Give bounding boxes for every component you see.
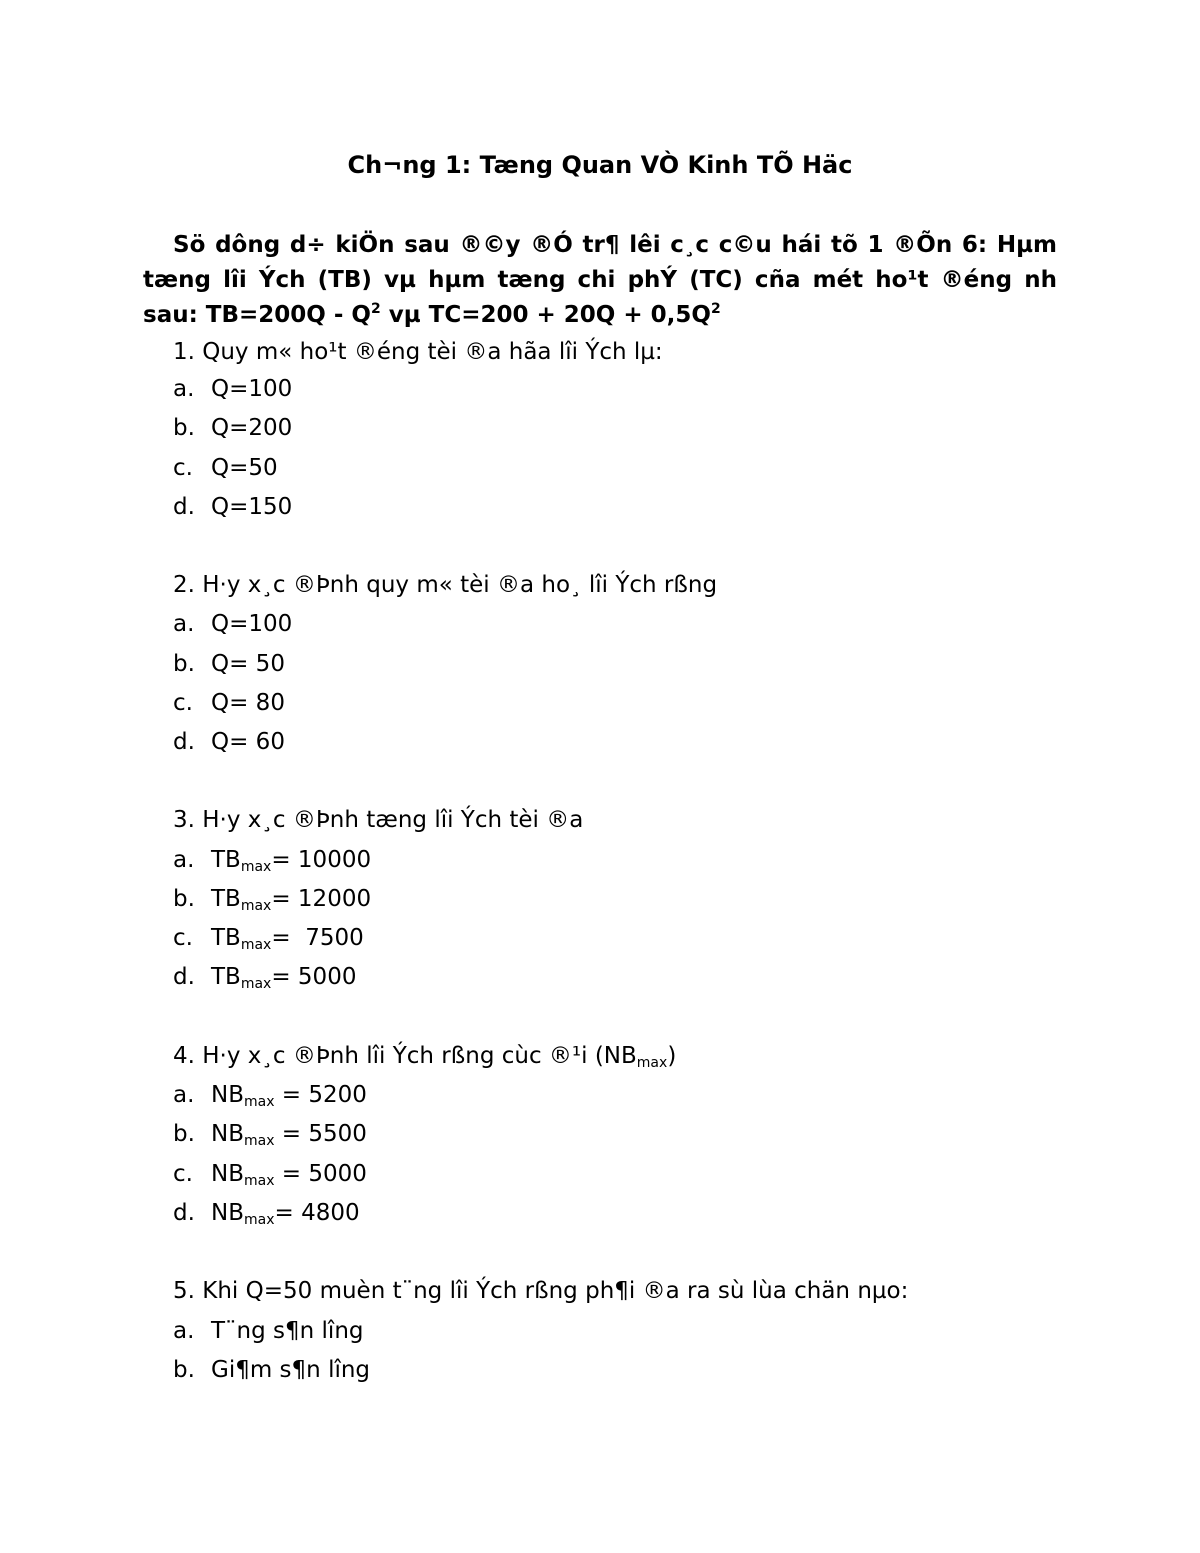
option-letter: c. <box>173 1161 193 1187</box>
option-subscript: max <box>243 1094 275 1110</box>
option-base: TB <box>211 886 241 912</box>
option-value: Q=200 <box>211 415 293 441</box>
q2-option-d <box>173 726 285 758</box>
option-letter: c. <box>173 925 193 951</box>
intro-text: Sö dông d÷ kiÖn sau ®©y ®Ó tr¶ lêi c¸c c©u hái tõ 1 ®Õn 6: Hµm tæng lîi Ých (TB) vµ hµm tæng chi phÝ (TC) cña mét ho¹t ®éng nh sau: TB=200Q - Q <box>143 232 1057 328</box>
option-subscript: max <box>243 1173 275 1189</box>
option-letter: a. <box>173 611 195 637</box>
q1-option-c <box>173 452 278 484</box>
option-subscript: max <box>240 937 272 953</box>
option-rest: = 10000 <box>271 847 372 873</box>
q2-option-a <box>173 608 292 640</box>
option-value: Q=100 <box>211 376 293 402</box>
option-rest: = 12000 <box>271 886 372 912</box>
q3-option-d <box>173 961 356 993</box>
option-rest: = 5500 <box>274 1121 367 1147</box>
option-value: Q=150 <box>211 494 293 520</box>
intro-superscript-1: 2 <box>370 301 381 317</box>
option-letter: a. <box>173 1318 195 1344</box>
option-rest: = 5200 <box>274 1082 367 1108</box>
option-letter: d. <box>173 964 195 990</box>
option-subscript: max <box>240 859 272 875</box>
option-letter: c. <box>173 690 193 716</box>
q4-option-b <box>173 1118 367 1150</box>
intro-paragraph <box>143 228 1057 333</box>
option-value: Gi¶m s¶n lîng <box>211 1357 371 1383</box>
option-value: Q=100 <box>211 611 293 637</box>
q1-option-b <box>173 412 292 444</box>
q2-option-b <box>173 648 285 680</box>
option-letter: b. <box>173 886 195 912</box>
option-base: NB <box>211 1121 244 1147</box>
q5-option-a <box>173 1315 364 1347</box>
option-rest: = 7500 <box>271 925 364 951</box>
question-5: 5. Khi Q=50 muèn t¨ng lîi Ých rßng ph¶i ®a ra sù lùa chän nµo: <box>173 1278 909 1304</box>
option-letter: a. <box>173 376 195 402</box>
question-4 <box>173 1040 676 1072</box>
option-letter: d. <box>173 494 195 520</box>
intro-superscript-2: 2 <box>710 301 721 317</box>
option-subscript: max <box>240 898 272 914</box>
question-1: 1. Quy m« ho¹t ®éng tèi ®a hãa lîi Ých lµ: <box>173 339 663 365</box>
option-letter: b. <box>173 1357 195 1383</box>
q3-option-b <box>173 883 371 915</box>
q4-option-d <box>173 1197 360 1229</box>
q4-option-c <box>173 1158 367 1190</box>
option-base: TB <box>211 964 241 990</box>
option-rest: = 4800 <box>274 1200 360 1226</box>
q3-option-c <box>173 922 364 954</box>
option-value: Q= 80 <box>211 690 285 716</box>
option-letter: d. <box>173 1200 195 1226</box>
option-base: NB <box>211 1161 244 1187</box>
option-base: TB <box>211 925 241 951</box>
option-subscript: max <box>240 976 272 992</box>
option-letter: a. <box>173 847 195 873</box>
q3-option-a <box>173 844 371 876</box>
option-subscript: max <box>243 1212 275 1228</box>
q5-option-b <box>173 1354 370 1386</box>
question-text: 4. H·y x¸c ®Þnh lîi Ých rßng cùc ®¹i (NB <box>173 1043 637 1069</box>
option-subscript: max <box>243 1133 275 1149</box>
option-letter: c. <box>173 455 193 481</box>
question-3: 3. H·y x¸c ®Þnh tæng lîi Ých tèi ®a <box>173 807 584 833</box>
question-2: 2. H·y x¸c ®Þnh quy m« tèi ®a ho¸ lîi Ých rßng <box>173 572 718 598</box>
option-rest: = 5000 <box>271 964 357 990</box>
q1-option-a <box>173 373 292 405</box>
question-subscript: max <box>636 1055 668 1071</box>
option-base: NB <box>211 1082 244 1108</box>
q1-option-d <box>173 491 292 523</box>
option-base: NB <box>211 1200 244 1226</box>
page-title: Ch¬ng 1: Tæng Quan VÒ Kinh TÕ Häc <box>347 151 853 179</box>
q2-option-c <box>173 687 285 719</box>
intro-text-middle: vµ TC=200 + 20Q + 0,5Q <box>380 302 711 328</box>
q4-option-a <box>173 1079 367 1111</box>
option-value: T¨ng s¶n lîng <box>211 1318 364 1344</box>
option-base: TB <box>211 847 241 873</box>
option-value: Q=50 <box>211 455 278 481</box>
option-letter: b. <box>173 651 195 677</box>
question-text-end: ) <box>667 1043 677 1069</box>
option-letter: d. <box>173 729 195 755</box>
option-value: Q= 60 <box>211 729 285 755</box>
option-value: Q= 50 <box>211 651 285 677</box>
option-letter: a. <box>173 1082 195 1108</box>
option-letter: b. <box>173 415 195 441</box>
option-rest: = 5000 <box>274 1161 367 1187</box>
option-letter: b. <box>173 1121 195 1147</box>
